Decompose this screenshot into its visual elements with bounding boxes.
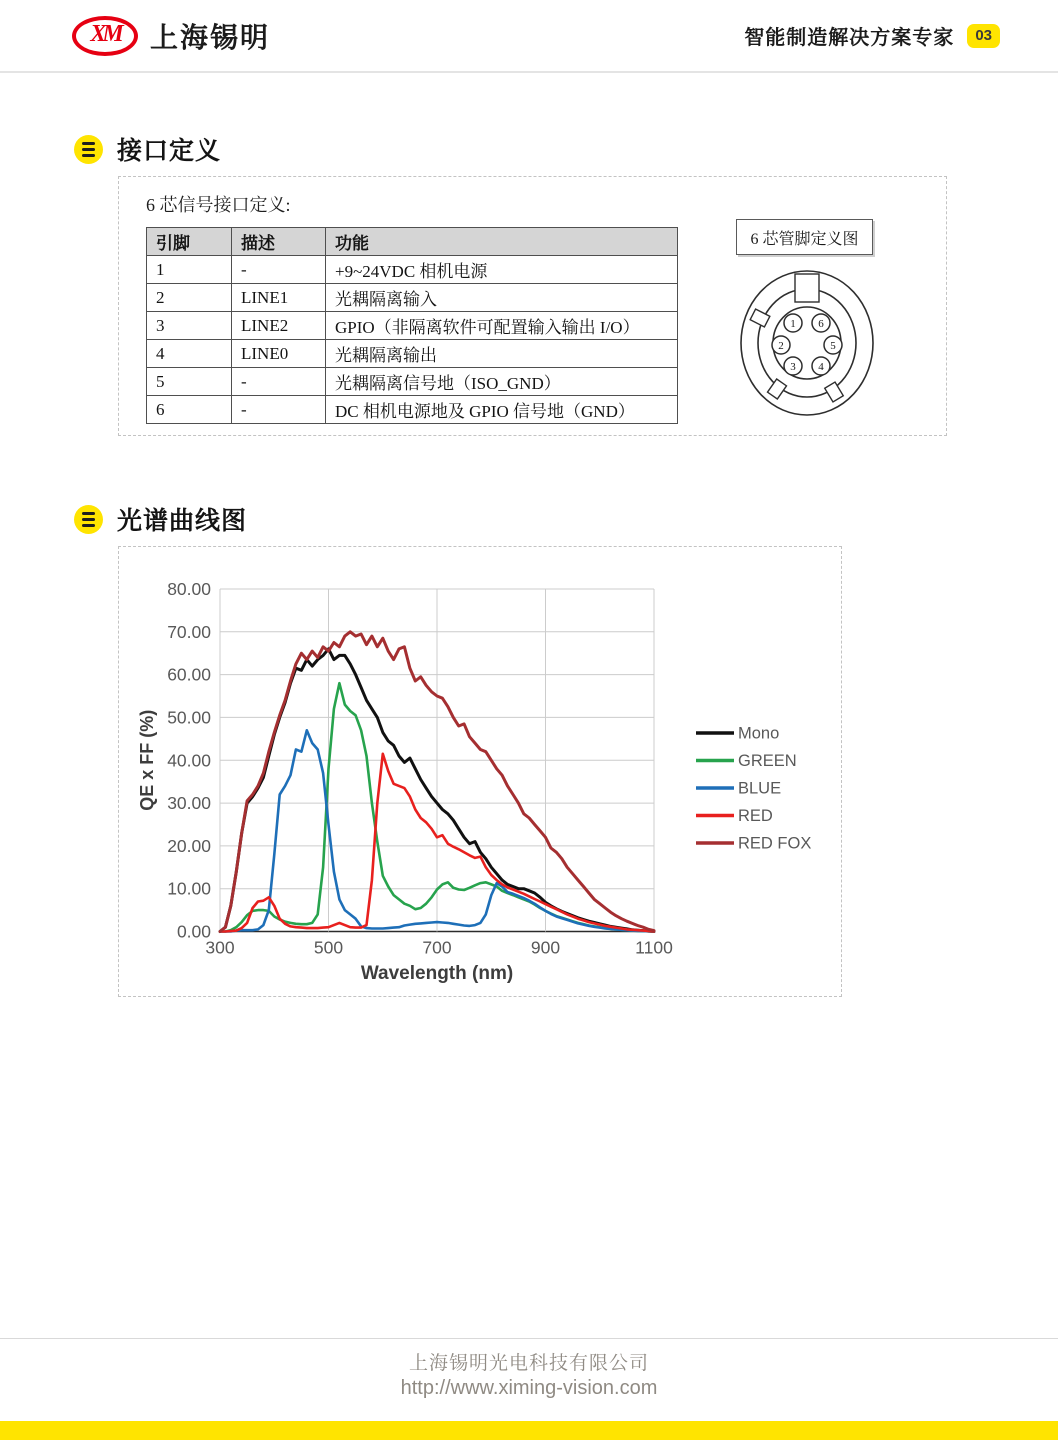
connector-pin-4 [812,357,830,375]
pin-table-caption: 6 芯信号接口定义: [146,195,291,215]
y-tick-label: 30.00 [167,793,211,814]
table-cell: 光耦隔离输出 [326,340,678,368]
table-cell: DC 相机电源地及 GPIO 信号地（GND） [326,396,678,424]
table-row [147,368,678,396]
x-axis-title: Wavelength (nm) [360,963,514,984]
logo-xm-text: XM [90,21,120,47]
interface-definition-panel [118,176,947,436]
connector-pin-2 [772,336,790,354]
svg-text:2: 2 [778,340,784,352]
pin-table-body [147,256,678,424]
x-tick-label: 500 [313,937,344,958]
section-bullet-icon [74,505,103,534]
table-row [147,340,678,368]
connector-pin-6 [812,314,830,332]
table-cell: - [232,256,326,284]
legend-label-red: RED [738,807,773,825]
legend-label-mono: Mono [738,724,780,743]
footer-company-name: 上海锡明光电科技有限公司 [408,1353,649,1374]
table-row [147,396,678,424]
connector-diagram [731,265,883,423]
y-tick-label: 20.00 [167,835,211,856]
table-row [147,284,678,312]
brand-name: 上海锡明 [150,21,271,53]
y-tick-label: 60.00 [167,664,211,685]
pin-definition-table [146,227,678,424]
connector-key-lower-right [825,382,844,402]
table-cell: - [232,368,326,396]
connector-key-lower-left [767,379,786,399]
table-cell: 6 [147,396,232,424]
y-tick-label: 50.00 [167,707,211,728]
table-cell: 3 [147,312,232,340]
svg-text:5: 5 [830,340,836,352]
svg-text:6: 6 [818,318,824,330]
table-cell: LINE0 [232,340,326,368]
y-tick-label: 10.00 [167,878,211,899]
connector-pin-3 [784,357,802,375]
table-cell: 1 [147,256,232,284]
x-tick-label: 1100 [635,937,673,958]
connector-key-top [795,274,819,302]
x-tick-label: 300 [205,937,235,958]
spectral-chart-panel [118,546,842,997]
y-tick-label: 80.00 [167,579,211,599]
header-tagline: 智能制造解决方案专家 [744,27,955,49]
legend-item-green [696,752,797,770]
x-tick-label: 900 [530,937,561,958]
x-tick-label: 700 [422,937,452,958]
table-cell: LINE2 [232,312,326,340]
legend-item-mono [696,725,779,743]
table-cell: 2 [147,284,232,312]
svg-text:1: 1 [790,318,796,330]
logo-xm-icon [72,16,138,56]
y-tick-label: 0.00 [176,921,211,942]
legend-label-blue: BLUE [738,779,782,798]
column-header: 引脚 [147,228,232,256]
y-tick-label: 70.00 [167,621,211,642]
table-cell: LINE1 [232,284,326,312]
legend-label-red-fox: RED FOX [738,834,812,853]
footer-accent-bar [0,1421,1058,1440]
legend-label-green: GREEN [738,752,797,770]
header [0,0,1058,73]
table-cell: 光耦隔离信号地（ISO_GND） [326,368,678,396]
svg-text:4: 4 [818,361,824,373]
connector-pin-1 [784,314,802,332]
table-cell: 光耦隔离输入 [326,284,678,312]
section-interface-header [74,131,221,167]
table-header-row [147,228,678,256]
connector-pin-5 [824,336,842,354]
table-cell: +9~24VDC 相机电源 [326,256,678,284]
table-row [147,256,678,284]
section-spectral-title: 光谱曲线图 [117,507,248,535]
spectral-response-chart [119,547,841,996]
footer-website-url: http://www.ximing-vision.com [400,1377,658,1399]
table-cell: 4 [147,340,232,368]
column-header: 功能 [326,228,678,256]
legend-item-red-fox [696,835,811,853]
y-axis-title: QE x FF (%) [137,709,157,811]
connector-diagram-label: 6 芯管脚定义图 [736,219,873,255]
table-row [147,312,678,340]
legend-item-red [696,807,773,825]
y-tick-label: 40.00 [167,750,211,771]
logo [72,0,270,71]
legend-item-blue [696,780,781,798]
header-right [744,0,1000,71]
svg-text:3: 3 [790,361,796,373]
table-cell: 5 [147,368,232,396]
footer-divider [0,1338,1058,1339]
section-bullet-icon [74,135,103,164]
column-header: 描述 [232,228,326,256]
section-spectral-header [74,501,247,537]
pin-table-head [147,228,678,256]
page-number-badge: 03 [967,24,1000,48]
table-cell: GPIO（非隔离软件可配置输入输出 I/O） [326,312,678,340]
table-cell: - [232,396,326,424]
section-interface-title: 接口定义 [117,137,222,165]
